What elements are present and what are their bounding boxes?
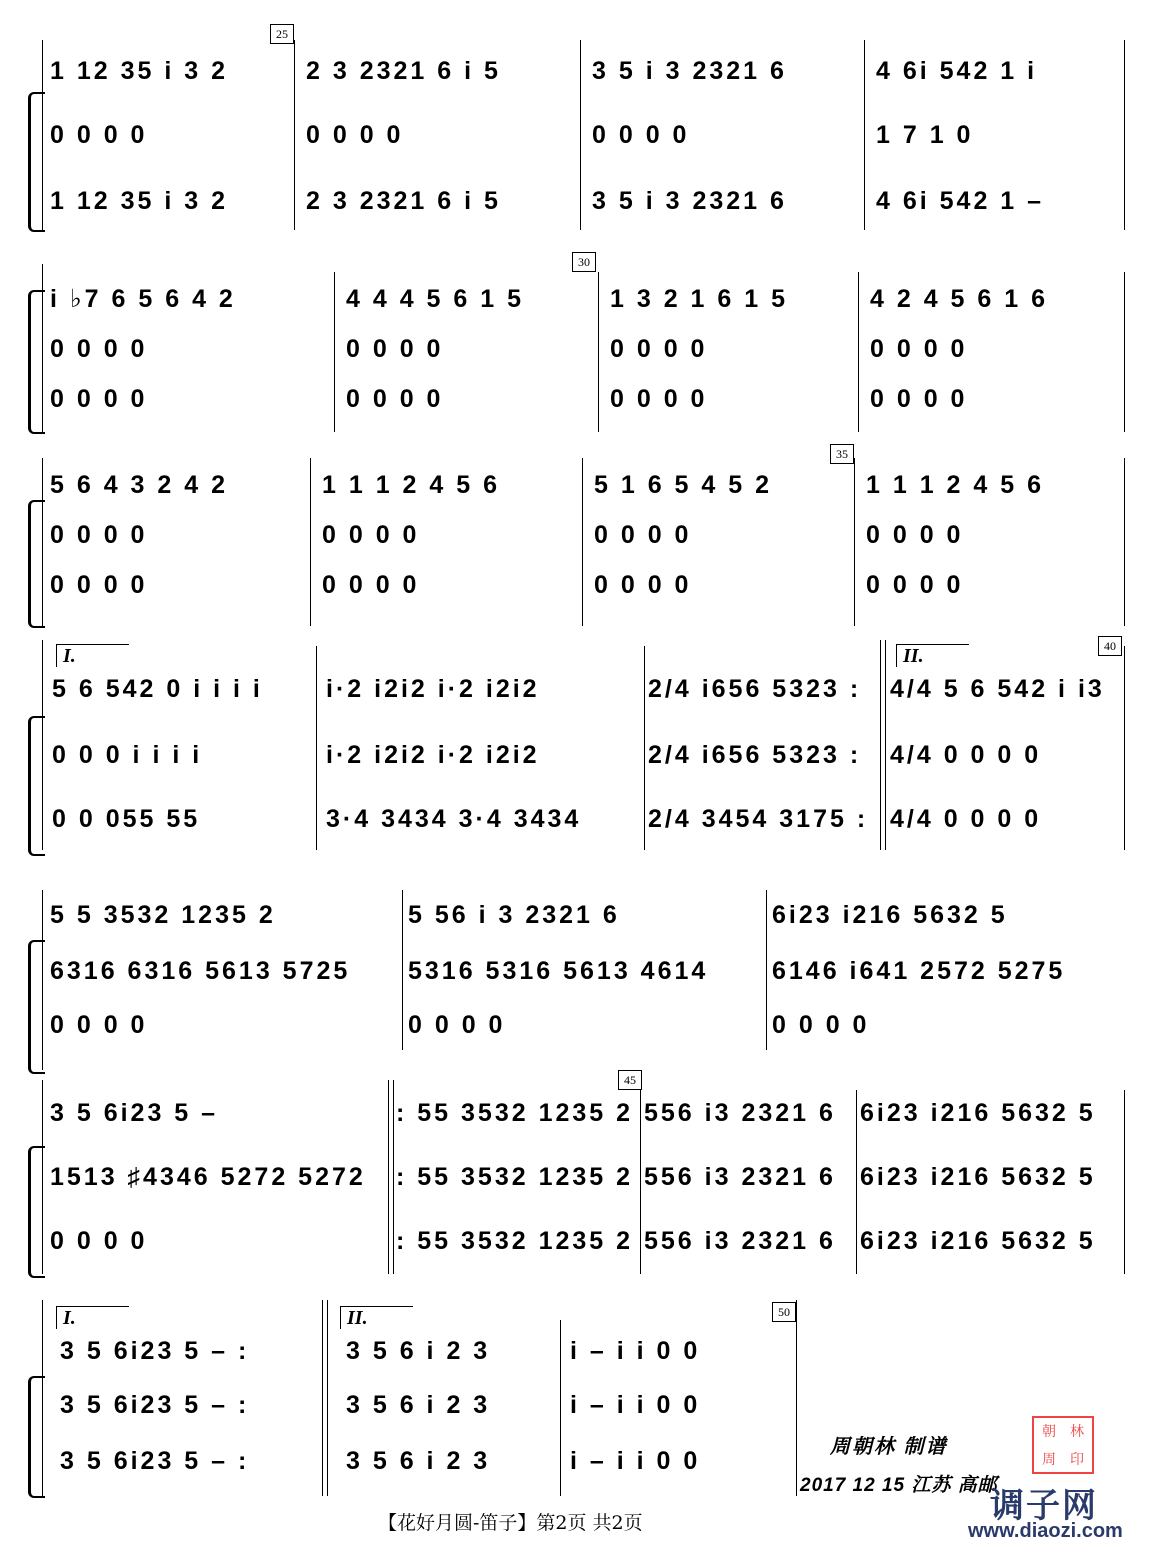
measure: 556 i3 2321 6: [644, 1163, 836, 1191]
system-line: [42, 1300, 43, 1496]
measure-number: 50: [772, 1302, 796, 1322]
double-barline: [880, 640, 886, 850]
measure: 0 0 0 0: [50, 335, 148, 363]
arranger-credit: 周朝林 制谱: [830, 1436, 948, 1458]
barline: [582, 458, 583, 626]
measure: 0 0 0 0: [50, 121, 148, 149]
measure: 0 0 0 0: [50, 385, 148, 413]
measure: 3 5 6 i 2 3: [346, 1337, 491, 1365]
measure: 3 5 6 i 2 3: [346, 1447, 491, 1475]
measure: 4/4 0 0 0 0: [890, 741, 1042, 769]
barline: [854, 458, 855, 626]
measure: 3 5 6i23 5 – :: [60, 1447, 250, 1475]
measure: 0 0 0 0: [50, 1011, 148, 1039]
barline: [310, 458, 311, 626]
barline: [858, 272, 859, 432]
measure: 4/4 0 0 0 0: [890, 805, 1042, 833]
measure: 1 3 2 1 6 1 5: [610, 285, 789, 313]
measure: 2/4 i656 5323 :: [648, 675, 862, 703]
measure: 4 2 4 5 6 1 6: [870, 285, 1049, 313]
measure: 6316 6316 5613 5725: [50, 957, 351, 985]
barline: [560, 1320, 561, 1496]
measure: : 55 3532 1235 2: [396, 1227, 634, 1255]
measure: 1513 ♯4346 5272 5272: [50, 1163, 366, 1191]
measure: 0 0 0 0: [322, 521, 420, 549]
barline: [796, 1300, 797, 1496]
measure: i ♭7 6 5 6 4 2: [50, 285, 236, 313]
measure: 0 0 0 0: [50, 571, 148, 599]
barline: [580, 40, 581, 230]
measure: 0 0 0 0: [610, 335, 708, 363]
measure: 3 5 6i23 5 –: [50, 1099, 219, 1127]
measure: 2/4 3454 3175 :: [648, 805, 869, 833]
barline: [316, 646, 317, 850]
barline: [1124, 458, 1125, 626]
measure: 5 6 542 0 i i i i: [52, 675, 263, 703]
system-line: [42, 640, 43, 850]
measure: i – i i 0 0: [570, 1337, 701, 1365]
barline: [598, 272, 599, 432]
measure-number: 30: [572, 252, 596, 272]
barline: [1124, 40, 1125, 230]
measure: 3 5 i 3 2321 6: [592, 187, 787, 215]
measure: 0 0 0 0: [772, 1011, 870, 1039]
measure-number: 40: [1098, 636, 1122, 656]
volta-second: II.: [896, 644, 969, 667]
system-line: [42, 264, 43, 432]
seal-char: 周: [1042, 1451, 1056, 1467]
measure: 6146 i641 2572 5275: [772, 957, 1066, 985]
measure: 0 0 0 0: [50, 1227, 148, 1255]
measure: 2 3 2321 6 i 5: [306, 187, 501, 215]
measure: 2/4 i656 5323 :: [648, 741, 862, 769]
measure-number: 25: [270, 24, 294, 44]
measure: i·2 i2i2 i·2 i2i2: [326, 675, 540, 703]
measure: i – i i 0 0: [570, 1447, 701, 1475]
page-footer: 【花好月圆-笛子】第2页 共2页: [378, 1512, 643, 1534]
barline: [864, 40, 865, 230]
measure: 3 5 6i23 5 – :: [60, 1337, 250, 1365]
measure: 2 3 2321 6 i 5: [306, 57, 501, 85]
measure-number: 45: [618, 1070, 642, 1090]
volta-second: II.: [340, 1306, 413, 1329]
seal-char: 林: [1070, 1423, 1084, 1439]
measure: 6i23 i216 5632 5: [860, 1227, 1096, 1255]
barline: [766, 890, 767, 1050]
measure: 1 12 35 i 3 2: [50, 187, 229, 215]
system-line: [42, 1080, 43, 1274]
measure: : 55 3532 1235 2: [396, 1099, 634, 1127]
measure: 0 0 0 0: [594, 521, 692, 549]
volta-first: I.: [56, 644, 129, 667]
barline: [294, 40, 295, 230]
measure: 556 i3 2321 6: [644, 1099, 836, 1127]
double-barline: [322, 1300, 328, 1496]
system-line: [42, 458, 43, 626]
watermark-url[interactable]: www.diaozi.com: [968, 1520, 1123, 1542]
measure: 5 56 i 3 2321 6: [408, 901, 620, 929]
measure: 1 12 35 i 3 2: [50, 57, 229, 85]
measure: 0 0 0 0: [306, 121, 404, 149]
measure: 3 5 i 3 2321 6: [592, 57, 787, 85]
seal-stamp: [1032, 1416, 1094, 1474]
measure: 3 5 6 i 2 3: [346, 1391, 491, 1419]
measure-number: 35: [830, 444, 854, 464]
barline: [1124, 646, 1125, 850]
measure: 5 1 6 5 4 5 2: [594, 471, 773, 499]
measure: 4 4 4 5 6 1 5: [346, 285, 525, 313]
measure: i·2 i2i2 i·2 i2i2: [326, 741, 540, 769]
seal-char: 朝: [1042, 1423, 1056, 1439]
measure: 1 7 1 0: [876, 121, 974, 149]
watermark-logo: 调子网: [990, 1487, 1098, 1525]
system-line: [42, 890, 43, 1070]
measure: 0 0 0 0: [50, 521, 148, 549]
measure: 0 0 0 0: [866, 571, 964, 599]
measure: 0 0 055 55: [52, 805, 201, 833]
measure: 0 0 0 0: [594, 571, 692, 599]
measure: 5316 5316 5613 4614: [408, 957, 709, 985]
date-place: 2017 12 15 江苏 高邮: [800, 1475, 998, 1496]
measure: 0 0 0 0: [870, 335, 968, 363]
measure: 0 0 0 0: [610, 385, 708, 413]
barline: [334, 272, 335, 432]
measure: 0 0 0 0: [346, 335, 444, 363]
barline: [856, 1090, 857, 1274]
measure: 0 0 0 0: [866, 521, 964, 549]
measure: 4 6i 542 1 –: [876, 187, 1045, 215]
measure: : 55 3532 1235 2: [396, 1163, 634, 1191]
measure: 0 0 0 0: [346, 385, 444, 413]
measure: 1 1 1 2 4 5 6: [322, 471, 501, 499]
measure: 4/4 5 6 542 i i3: [890, 675, 1105, 703]
double-barline: [388, 1080, 394, 1274]
barline: [1124, 272, 1125, 432]
barline: [644, 646, 645, 850]
measure: 0 0 0 0: [870, 385, 968, 413]
barline: [640, 1090, 641, 1274]
measure: i – i i 0 0: [570, 1391, 701, 1419]
measure: 3·4 3434 3·4 3434: [326, 805, 582, 833]
measure: 6i23 i216 5632 5: [860, 1099, 1096, 1127]
barline: [402, 890, 403, 1050]
measure: 1 1 1 2 4 5 6: [866, 471, 1045, 499]
measure: 4 6i 542 1 i: [876, 57, 1038, 85]
measure: 0 0 0 0: [408, 1011, 506, 1039]
barline: [1124, 1090, 1125, 1274]
seal-char: 印: [1070, 1451, 1084, 1467]
measure: 0 0 0 0: [592, 121, 690, 149]
measure: 5 5 3532 1235 2: [50, 901, 276, 929]
measure: 556 i3 2321 6: [644, 1227, 836, 1255]
measure: 0 0 0 0: [322, 571, 420, 599]
measure: 6i23 i216 5632 5: [772, 901, 1008, 929]
measure: 0 0 0 i i i i: [52, 741, 203, 769]
measure: 5 6 4 3 2 4 2: [50, 471, 229, 499]
measure: 6i23 i216 5632 5: [860, 1163, 1096, 1191]
measure: 3 5 6i23 5 – :: [60, 1391, 250, 1419]
volta-first: I.: [56, 1306, 129, 1329]
system-line: [42, 40, 43, 230]
